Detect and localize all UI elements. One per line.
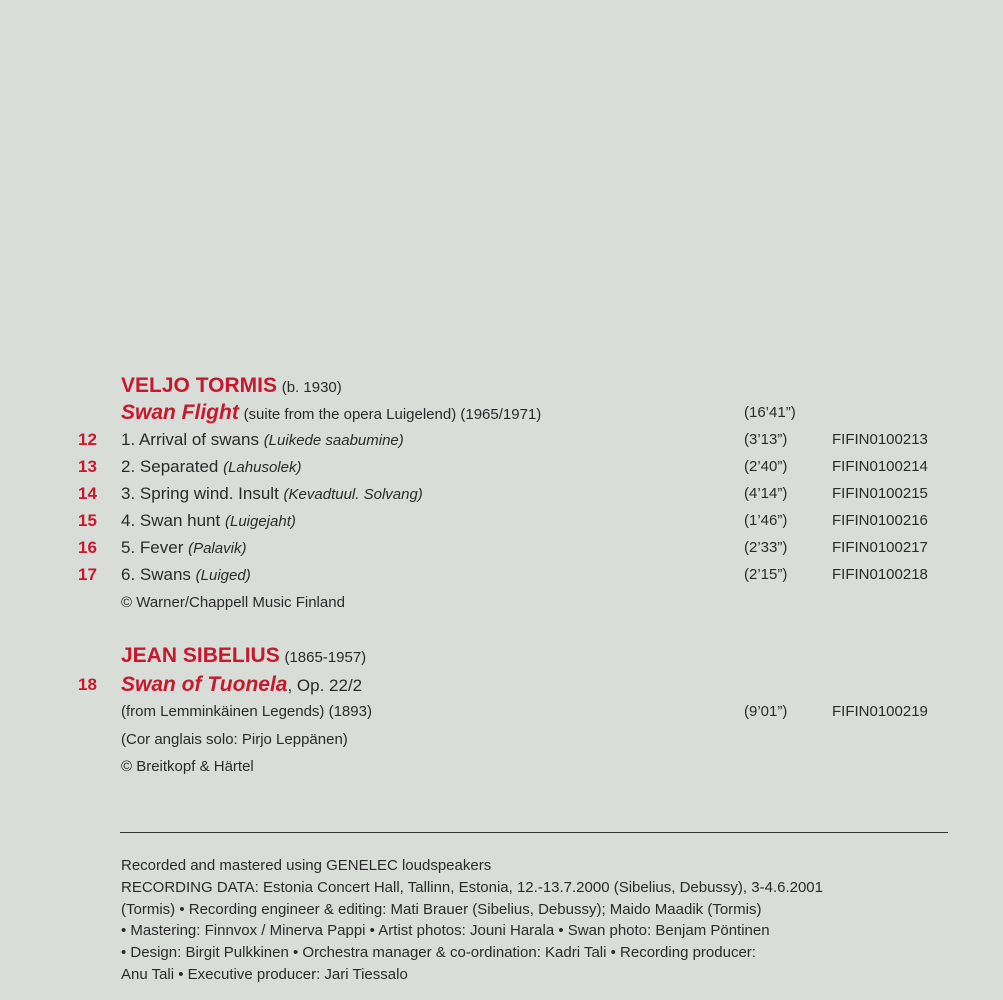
copyright-row [0, 753, 1003, 780]
track-row [0, 534, 1003, 561]
track-number: 14 [78, 484, 97, 503]
track-number: 18 [78, 675, 97, 694]
track-number: 13 [78, 457, 97, 476]
credits-line: (Tormis) • Recording engineer & editing: Mati Brauer (Sibelius, Debussy); Maido Maadik (Tormis) [121, 900, 762, 918]
track-alt-title: (Lahusolek) [223, 459, 302, 476]
track-duration: (1’46”) [744, 512, 788, 529]
track-title: 6. Swans [121, 565, 191, 584]
sibelius-header [0, 642, 1003, 669]
track-alt-title: (Luiged) [195, 567, 251, 584]
copyright-text: © Breitkopf & Härtel [121, 758, 254, 775]
track-row [0, 453, 1003, 480]
track-duration: (4’14”) [744, 485, 788, 502]
credits-line: Anu Tali • Executive producer: Jari Tiessalo [121, 965, 408, 983]
track-number: 16 [78, 538, 97, 557]
track-alt-title: (Palavik) [188, 540, 247, 557]
track-alt-title: (Kevadtuul. Solvang) [283, 486, 423, 503]
track-isrc: FIFIN0100216 [832, 512, 928, 529]
track-number: 15 [78, 511, 97, 530]
sibelius-detail-row [0, 698, 1003, 725]
work-subtitle: (suite from the opera Luigelend) (1965/1971) [243, 406, 542, 423]
track-row [0, 507, 1003, 534]
recording-credits [121, 855, 961, 986]
credits-line: Recorded and mastered using GENELEC loudspeakers [121, 857, 492, 874]
track-title: 2. Separated [121, 457, 219, 476]
track-duration: (2’15”) [744, 566, 788, 583]
track-isrc: FIFIN0100213 [832, 431, 928, 448]
track-isrc: FIFIN0100219 [832, 703, 928, 720]
track-alt-title: (Luikede saabumine) [263, 432, 404, 449]
work-source: (from Lemminkäinen Legends) (1893) [121, 703, 372, 720]
track-row [0, 561, 1003, 588]
work-header [0, 399, 1003, 426]
composer-name: JEAN SIBELIUS [121, 644, 280, 667]
track-isrc: FIFIN0100218 [832, 566, 928, 583]
track-duration: (2’33”) [744, 539, 788, 556]
credits-line: RECORDING DATA: Estonia Concert Hall, Tallinn, Estonia, 12.-13.7.2000 (Sibelius, Debussy), 3-4.6.2001 [121, 878, 823, 896]
soloist-text: (Cor anglais solo: Pirjo Leppänen) [121, 731, 348, 748]
track-duration: (3’13”) [744, 431, 788, 448]
tormis-header [0, 372, 1003, 399]
track-alt-title: (Luigejaht) [224, 513, 296, 530]
work-opus: , Op. 22/2 [287, 676, 363, 695]
composer-dates: (1865-1957) [284, 649, 367, 666]
track-isrc: FIFIN0100214 [832, 458, 928, 475]
work-title: Swan Flight [121, 401, 239, 424]
credits-line: • Design: Birgit Pulkkinen • Orchestra manager & co-ordination: Kadri Tali • Recording producer: [121, 944, 756, 962]
track-title: 4. Swan hunt [121, 511, 221, 530]
copyright-row [0, 589, 1003, 616]
composer-name: VELJO TORMIS [121, 374, 277, 397]
work-total-duration: (16’41”) [744, 404, 796, 421]
track-isrc: FIFIN0100217 [832, 539, 928, 556]
divider-line [120, 832, 948, 833]
track-number: 17 [78, 565, 97, 584]
track-row [0, 426, 1003, 453]
track-row [0, 480, 1003, 507]
credits-line: • Mastering: Finnvox / Minerva Pappi • Artist photos: Jouni Harala • Swan photo: Benjam Pöntinen [121, 922, 770, 940]
track-title: 5. Fever [121, 538, 184, 557]
track-duration: (9’01”) [744, 703, 788, 720]
work-title: Swan of Tuonela [121, 673, 288, 696]
track-title: 3. Spring wind. Insult [121, 484, 279, 503]
track-row [0, 671, 1003, 698]
soloist-row [0, 726, 1003, 753]
composer-dates: (b. 1930) [281, 379, 342, 396]
track-isrc: FIFIN0100215 [832, 485, 928, 502]
track-number: 12 [78, 430, 97, 449]
copyright-text: © Warner/Chappell Music Finland [121, 594, 345, 611]
track-title: 1. Arrival of swans [121, 430, 259, 449]
track-duration: (2’40”) [744, 458, 788, 475]
